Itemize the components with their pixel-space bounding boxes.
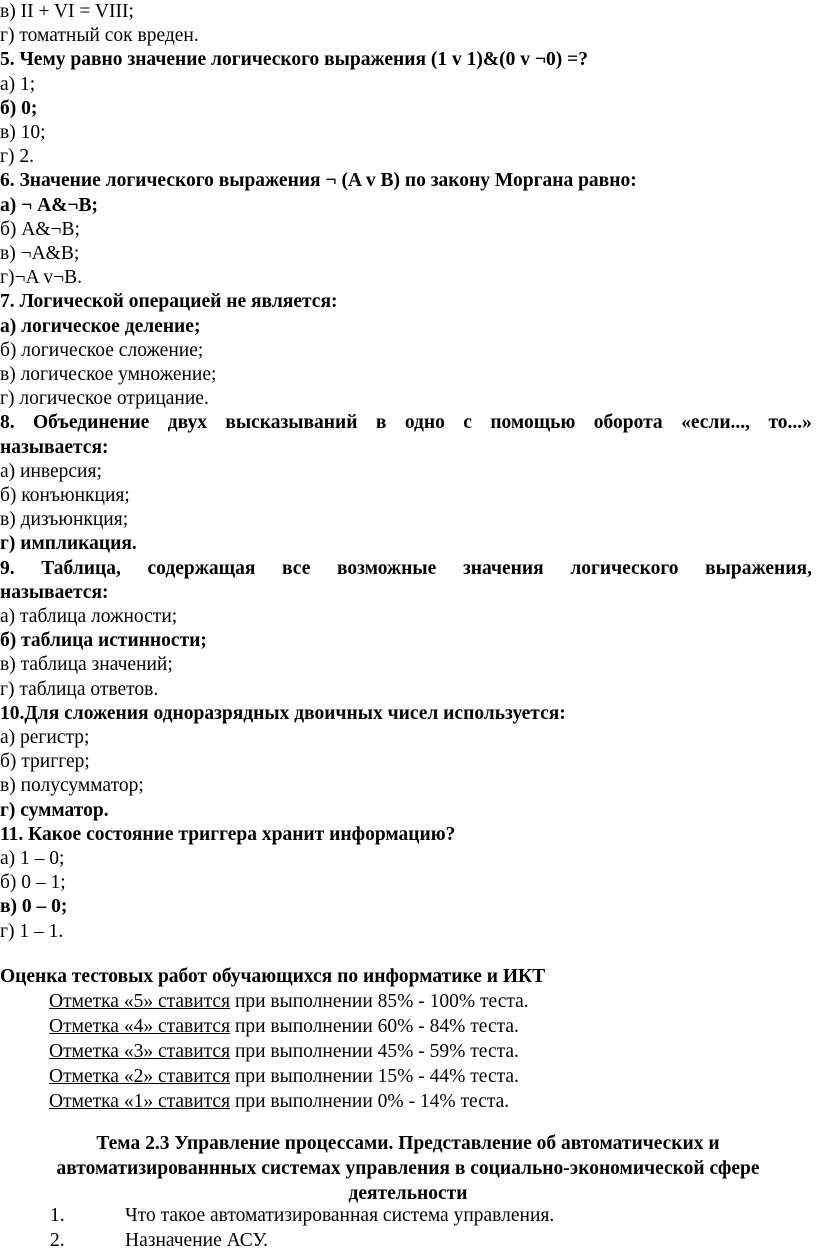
grade-condition: при выполнении 0% - 14% теста. <box>230 1091 510 1112</box>
document-line: в) ¬A&B; <box>0 243 80 264</box>
grade-condition: при выполнении 15% - 44% теста. <box>230 1066 519 1087</box>
item-text: Что такое автоматизированная система управления. <box>125 1205 555 1226</box>
document-line: б) 0 – 1; <box>0 872 66 893</box>
document-line: в) 10; <box>0 122 46 143</box>
document-line: г) томатный сок вреден. <box>0 25 199 46</box>
document-line: б) триггер; <box>0 751 90 772</box>
word: 9. <box>0 558 15 579</box>
word: двух <box>167 412 207 433</box>
document-line: в) 0 – 0; <box>0 896 68 917</box>
grading-row <box>49 990 816 1014</box>
grading-row <box>49 1065 816 1089</box>
grading-title: Оценка тестовых работ обучающихся по информатике и ИКТ <box>0 966 546 987</box>
grading-row <box>49 1015 816 1039</box>
word: выражения, <box>705 558 812 579</box>
word: с <box>463 412 472 433</box>
document-line: а) логическое деление; <box>0 316 201 337</box>
document-line: а) 1 – 0; <box>0 848 65 869</box>
answer-option: г) таблица ответов. <box>0 679 159 700</box>
document-line: г)¬A v¬B. <box>0 267 82 288</box>
numbered-item <box>0 1229 816 1253</box>
numbered-item <box>0 1204 816 1228</box>
word: Таблица, <box>41 558 121 579</box>
document-line: 10.Для сложения одноразрядных двоичных чисел используется: <box>0 703 566 724</box>
word: 8. <box>0 412 15 433</box>
grade-mark: Отметка «3» ставится <box>49 1041 231 1062</box>
grade-condition: при выполнении 60% - 84% теста. <box>230 1016 519 1037</box>
document-line: б) 0; <box>0 98 38 119</box>
grade-mark: Отметка «1» ставится <box>49 1091 231 1112</box>
answer-option: а) инверсия; <box>0 461 102 482</box>
document-line: а) ¬ A&¬B; <box>0 195 99 216</box>
word: содержащая <box>147 558 256 579</box>
question-8-line <box>0 411 812 435</box>
topic-heading: Тема 2.3 Управление процессами. Представление об автоматических и <box>96 1133 720 1154</box>
word: одно <box>404 412 445 433</box>
item-number: 2. <box>50 1230 65 1251</box>
item-number: 1. <box>50 1205 65 1226</box>
grading-row <box>49 1040 816 1064</box>
grade-condition: при выполнении 85% - 100% теста. <box>230 991 529 1012</box>
word: оборота <box>593 412 663 433</box>
document-line: в) II + VI = VIII; <box>0 1 134 22</box>
topic-heading: деятельности <box>348 1183 468 1204</box>
answer-option: а) таблица ложности; <box>0 606 178 627</box>
word: значения <box>462 558 544 579</box>
document-line: а) регистр; <box>0 727 90 748</box>
word: «если..., <box>681 412 751 433</box>
question-9-line: называется: <box>0 582 109 603</box>
document-line: г) 2. <box>0 146 34 167</box>
answer-option: б) конъюнкция; <box>0 485 130 506</box>
answer-option: в) таблица значений; <box>0 654 173 675</box>
document-line: г) 1 – 1. <box>0 921 64 942</box>
grade-mark: Отметка «4» ставится <box>49 1016 231 1037</box>
document-line: в) логическое умножение; <box>0 364 217 385</box>
word: в <box>375 412 387 433</box>
grade-mark: Отметка «5» ставится <box>49 991 231 1012</box>
word: логического <box>570 558 679 579</box>
document-line: 5. Чему равно значение логического выражения (1 v 1)&(0 v ¬0) =? <box>0 49 588 70</box>
document-line: а) 1; <box>0 74 36 95</box>
document-line: г) сумматор. <box>0 800 109 821</box>
word: помощью <box>490 412 576 433</box>
word: высказываний <box>225 412 358 433</box>
grading-row <box>49 1090 816 1114</box>
item-text: Назначение АСУ. <box>125 1230 268 1251</box>
word: все <box>282 558 311 579</box>
document-line: 11. Какое состояние триггера хранит информацию? <box>0 824 456 845</box>
document-line: б) логическое сложение; <box>0 340 204 361</box>
question-9-line <box>0 557 812 581</box>
question-8-line: называется: <box>0 437 109 458</box>
document-line: 7. Логической операцией не является: <box>0 291 338 312</box>
document-line: г) логическое отрицание. <box>0 388 209 409</box>
document-line: б) A&¬B; <box>0 219 80 240</box>
document-line: в) полусумматор; <box>0 775 144 796</box>
answer-option: в) дизъюнкция; <box>0 509 129 530</box>
topic-heading: автоматизированнных системах управления в социально-экономической сфере <box>56 1158 760 1179</box>
document-line: 6. Значение логического выражения ¬ (A v B) по закону Моргана равно: <box>0 170 637 191</box>
word: то...» <box>768 412 812 433</box>
word: Объединение <box>33 412 150 433</box>
answer-option: б) таблица истинности; <box>0 630 207 651</box>
answer-option: г) импликация. <box>0 533 137 554</box>
grade-condition: при выполнении 45% - 59% теста. <box>230 1041 519 1062</box>
word: возможные <box>337 558 437 579</box>
grade-mark: Отметка «2» ставится <box>49 1066 231 1087</box>
